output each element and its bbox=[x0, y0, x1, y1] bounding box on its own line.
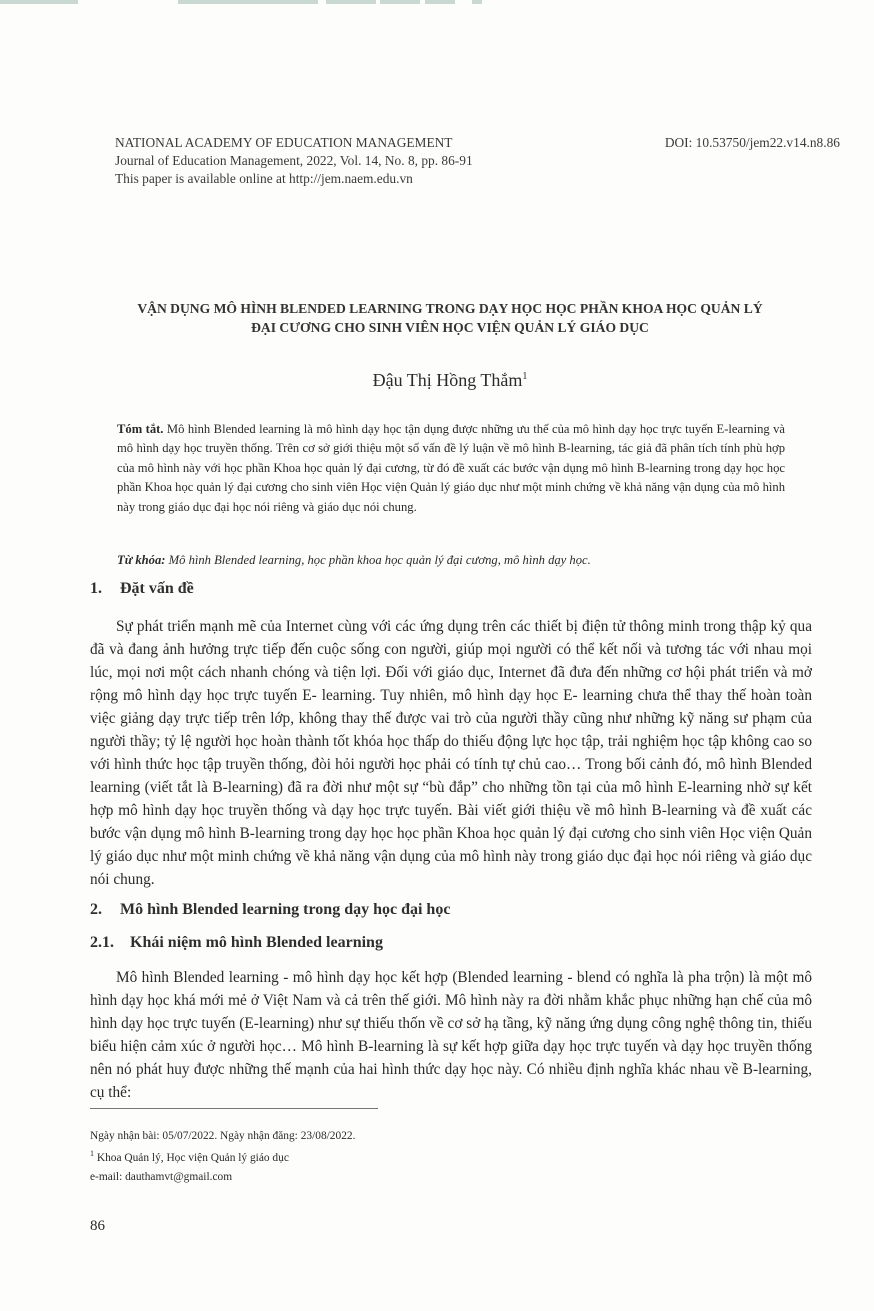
section-title: Mô hình Blended learning trong dạy học đại học bbox=[120, 901, 451, 918]
affiliation bbox=[90, 1145, 355, 1167]
abstract bbox=[117, 420, 785, 517]
abstract-label: Tóm tắt. bbox=[117, 422, 164, 436]
title-line-2: ĐẠI CƯƠNG CHO SINH VIÊN HỌC VIỆN QUẢN LÝ GIÁO DỤC bbox=[251, 320, 649, 335]
abstract-text: Mô hình Blended learning là mô hình dạy học tận dụng được những ưu thế của mô hình dạy học trực tuyến E-learning và mô hình dạy học truyền thống. Trên cơ sở giới thiệu một số vấn đề lý luận về mô hình B-learning, tác giả đã phân tích tính phù hợp của mô hình này với học phần Khoa học quản lý đại cương, từ đó đề xuất các bước vận dụng mô hình B-learning trong dạy học học phần Khoa học quản lý đại cương cho sinh viên Học viện Quản lý giáo dục như một minh chứng về khả năng vận dụng của mô hình này trong giáo dục đại học nói riêng và giáo dục nói chung. bbox=[117, 422, 786, 514]
scan-top-marks bbox=[0, 0, 874, 8]
keywords-label: Từ khóa: bbox=[117, 553, 166, 567]
title-line-1: VẬN DỤNG MÔ HÌNH BLENDED LEARNING TRONG DẠY HỌC HỌC PHẦN KHOA HỌC QUẢN LÝ bbox=[137, 301, 763, 316]
affiliation-text: Khoa Quản lý, Học viện Quản lý giáo dục bbox=[96, 1152, 289, 1165]
author bbox=[0, 370, 874, 391]
section-1-heading bbox=[90, 580, 194, 598]
footnote-divider bbox=[90, 1108, 378, 1109]
keywords-text: Mô hình Blended learning, học phần khoa học quản lý đại cương, mô hình dạy học. bbox=[165, 553, 591, 567]
section-title: Đặt vấn đề bbox=[120, 580, 194, 597]
footnotes bbox=[90, 1127, 355, 1186]
doi: DOI: 10.53750/jem22.v14.n8.86 bbox=[664, 135, 840, 150]
publisher-name: NATIONAL ACADEMY OF EDUCATION MANAGEMENT bbox=[115, 135, 453, 150]
journal-header bbox=[115, 134, 840, 188]
section-2-1-heading bbox=[90, 934, 383, 952]
section-title: Khái niệm mô hình Blended learning bbox=[130, 934, 383, 951]
author-email: e-mail: dauthamvt@gmail.com bbox=[90, 1170, 233, 1183]
section-number: 2. bbox=[90, 901, 102, 918]
section-2-1-paragraph: Mô hình Blended learning - mô hình dạy học kết hợp (Blended learning - blend có nghĩa là pha trộn) là một mô hình dạy học khá mới mẻ ở Việt Nam và cả trên thế giới. Mô hình này ra đời nhằm khắc phục những hạn chế của mô hình dạy học trực tuyến (E-learning) như sự thiếu thốn về cơ sở hạ tầng, kỹ năng ứng dụng công nghệ thông tin, thiếu biểu hiện cảm xúc ở người học… Mô hình B-learning là sự kết hợp giữa dạy học trực tuyến và dạy học truyền thống nên nó phát huy được những thế mạnh của hai hình thức dạy học này. Có nhiều định nghĩa khác nhau về B-learning, cụ thể: bbox=[90, 969, 812, 1101]
section-number: 2.1. bbox=[90, 934, 114, 951]
affiliation-mark: 1 bbox=[90, 1149, 94, 1159]
keywords bbox=[117, 553, 785, 568]
section-1-paragraph: Sự phát triển mạnh mẽ của Internet cùng với các ứng dụng trên các thiết bị điện tử thông minh trong thập kỷ qua đã và đang ảnh hưởng trực tiếp đến cuộc sống con người, giúp mọi người có thể kết nối và tương tác với nhau mọi lúc, mọi nơi một cách nhanh chóng và tiện lợi. Đối với giáo dục, Internet đã đưa đến những cơ hội phát triển và mở rộng mô hình dạy học trực tuyến E- learning. Tuy nhiên, mô hình dạy học E- learning chưa thể thay thế hoàn toàn việc giảng dạy trực tiếp trên lớp, không thay thế được vai trò của người thầy cũng như những kỹ năng sư phạm của người thầy; tỷ lệ người học hoàn thành tốt khóa học thấp do thiếu động lực học tập, trải nghiệm học tập không cao so với hình thức học tập truyền thống, đòi hỏi người học phải có tính tự chủ cao… Trong bối cảnh đó, mô hình Blended learning (viết tắt là B-learning) đã ra đời như một sự “bù đắp” cho những tồn tại của mô hình E-learning nhờ sự kết hợp mô hình dạy học truyền thống và dạy học trực tuyến. Bài viết giới thiệu về mô hình B-learning và đề xuất các bước vận dụng mô hình B-learning trong dạy học học phần Khoa học quản lý đại cương cho sinh viên Học viện Quản lý giáo dục như một minh chứng về khả năng vận dụng của mô hình này trong giáo dục đại học nói riêng và giáo dục nói chung. bbox=[90, 618, 812, 888]
section-2-heading bbox=[90, 901, 450, 919]
journal-citation: Journal of Education Management, 2022, Vol. 14, No. 8, pp. 86-91 bbox=[115, 153, 473, 168]
online-availability: This paper is available online at http://jem.naem.edu.vn bbox=[115, 171, 413, 186]
author-name: Đậu Thị Hồng Thắm bbox=[372, 370, 523, 390]
page-number: 86 bbox=[90, 1218, 105, 1234]
paper-title bbox=[90, 299, 810, 337]
section-number: 1. bbox=[90, 580, 102, 597]
author-footnote-mark: 1 bbox=[522, 371, 528, 382]
received-dates: Ngày nhận bài: 05/07/2022. Ngày nhận đăng: 23/08/2022. bbox=[90, 1130, 356, 1142]
